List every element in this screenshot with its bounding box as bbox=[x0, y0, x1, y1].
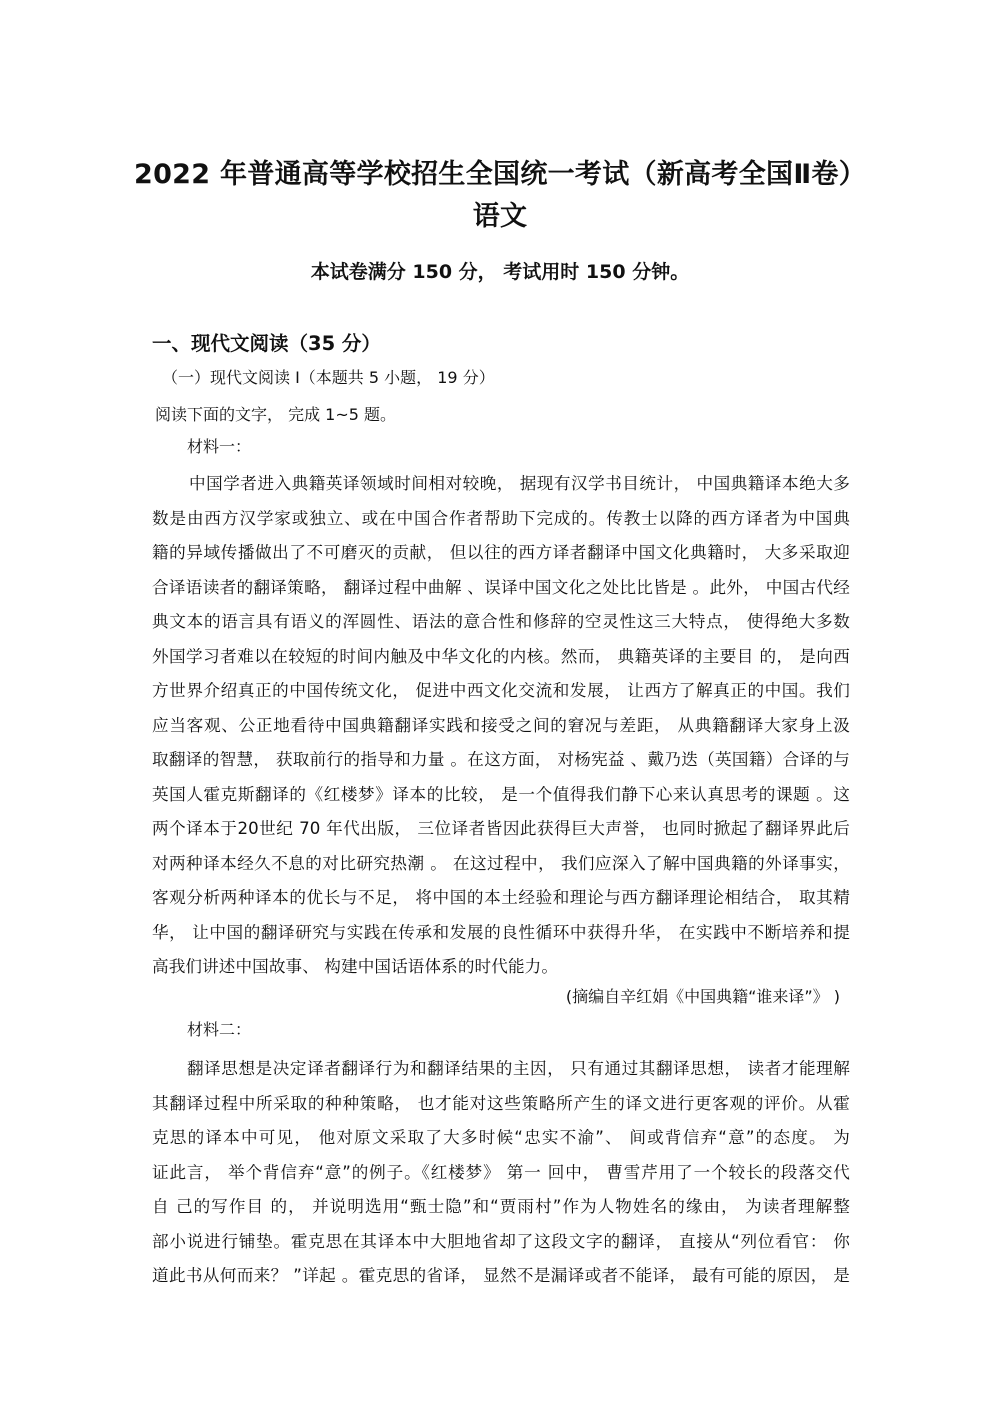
material-two-label: 材料二： bbox=[187, 1020, 252, 1039]
text-line: 自 己的写作目 的， 并说明选用“甄士隐”和“贾雨村”作为人物姓名的缘由， 为读者理解整 bbox=[152, 1197, 850, 1216]
section-subheading: （一）现代文阅读 I（本题共 5 小题， 19 分） bbox=[162, 368, 495, 387]
exam-meta: 本试卷满分 150 分， 考试用时 150 分钟。 bbox=[310, 261, 690, 283]
text-line: 外国学习者难以在较短的时间内触及中华文化的内核。然而， 典籍英译的主要目 的， 是向西 bbox=[152, 646, 850, 666]
text-line: 两个译本于20世纪 70 年代出版， 三位译者皆因此获得巨大声誉， 也同时掀起了翻译界此后 bbox=[152, 819, 850, 838]
text-line: 部小说进行铺垫。霍克思在其译本中大胆地省却了这段文字的翻译， 直接从“列位看官： 你 bbox=[152, 1231, 850, 1251]
text-line: 对两种译本经久不息的对比研究热潮 。 在这过程中， 我们应深入了解中国典籍的外译事实， bbox=[152, 853, 850, 873]
material-one-source: (摘编自辛红娟《中国典籍“谁来译”》 ) bbox=[565, 987, 840, 1006]
exam-title: 2022 年普通高等学校招生全国统一考试（新高考全国Ⅱ卷） bbox=[133, 159, 867, 190]
text-line: 中国学者进入典籍英译领域时间相对较晚， 据现有汉学书目统计， 中国典籍译本绝大多 bbox=[189, 474, 850, 493]
subject-title: 语文 bbox=[472, 201, 528, 232]
text-line: 典文本的语言具有语义的浑圆性、语法的意合性和修辞的空灵性这三大特点， 使得绝大多数 bbox=[152, 612, 850, 631]
text-line: 方世界介绍真正的中国传统文化， 促进中西文化交流和发展， 让西方了解真正的中国。我们 bbox=[152, 681, 850, 700]
text-line: 华， 让中国的翻译研究与实践在传承和发展的良性循环中获得升华， 在实践中不断培养和提 bbox=[152, 922, 850, 942]
material-one-text bbox=[152, 467, 850, 985]
material-one-label: 材料一： bbox=[187, 437, 252, 456]
section-heading: 一、现代文阅读（35 分） bbox=[152, 332, 381, 355]
text-line: 客观分析两种译本的优长与不足， 将中国的本土经验和理论与西方翻译理论相结合， 取其精 bbox=[152, 888, 850, 907]
text-line: 合译语读者的翻译策略， 翻译过程中曲解 、误译中国文化之处比比皆是 。此外， 中国古代经 bbox=[152, 577, 850, 597]
text-line: 取翻译的智慧， 获取前行的指导和力量 。在这方面， 对杨宪益 、戴乃迭（英国籍）合译的与 bbox=[152, 750, 850, 769]
text-line: 应当客观、公正地看待中国典籍翻译实践和接受之间的窘况与差距， 从典籍翻译大家身上汲 bbox=[152, 715, 850, 735]
text-line: 证此言， 举个背信弃“意”的例子。《红楼梦》 第一 回中， 曹雪芹用了一个较长的段落交代 bbox=[152, 1162, 850, 1182]
text-line: 克思的译本中可见， 他对原文采取了大多时候“忠实不渝”、 间或背信弃“意”的态度。 为 bbox=[152, 1128, 850, 1147]
text-line: 英国人霍克斯翻译的《红楼梦》译本的比较， 是一个值得我们静下心来认真思考的课题 。这 bbox=[152, 784, 850, 804]
text-line: 高我们讲述中国故事、 构建中国话语体系的时代能力。 bbox=[152, 957, 559, 976]
text-line: 其翻译过程中所采取的种种策略， 也才能对这些策略所产生的译文进行更客观的评价。从霍 bbox=[152, 1093, 850, 1113]
text-line: 籍的异域传播做出了不可磨灭的贡献， 但以往的西方译者翻译中国文化典籍时， 大多采取迎 bbox=[152, 543, 850, 562]
material-two-text bbox=[152, 1052, 850, 1294]
text-line: 道此书从何而来？ ”详起 。霍克思的省译， 显然不是漏译或者不能译， 最有可能的原因， 是 bbox=[152, 1266, 850, 1285]
text-line: 数是由西方汉学家或独立、或在中国合作者帮助下完成的。传教士以降的西方译者为中国典 bbox=[152, 508, 850, 528]
text-line: 翻译思想是决定译者翻译行为和翻译结果的主因， 只有通过其翻译思想， 读者才能理解 bbox=[187, 1059, 850, 1078]
reading-instruction: 阅读下面的文字， 完成 1~5 题。 bbox=[155, 405, 397, 424]
